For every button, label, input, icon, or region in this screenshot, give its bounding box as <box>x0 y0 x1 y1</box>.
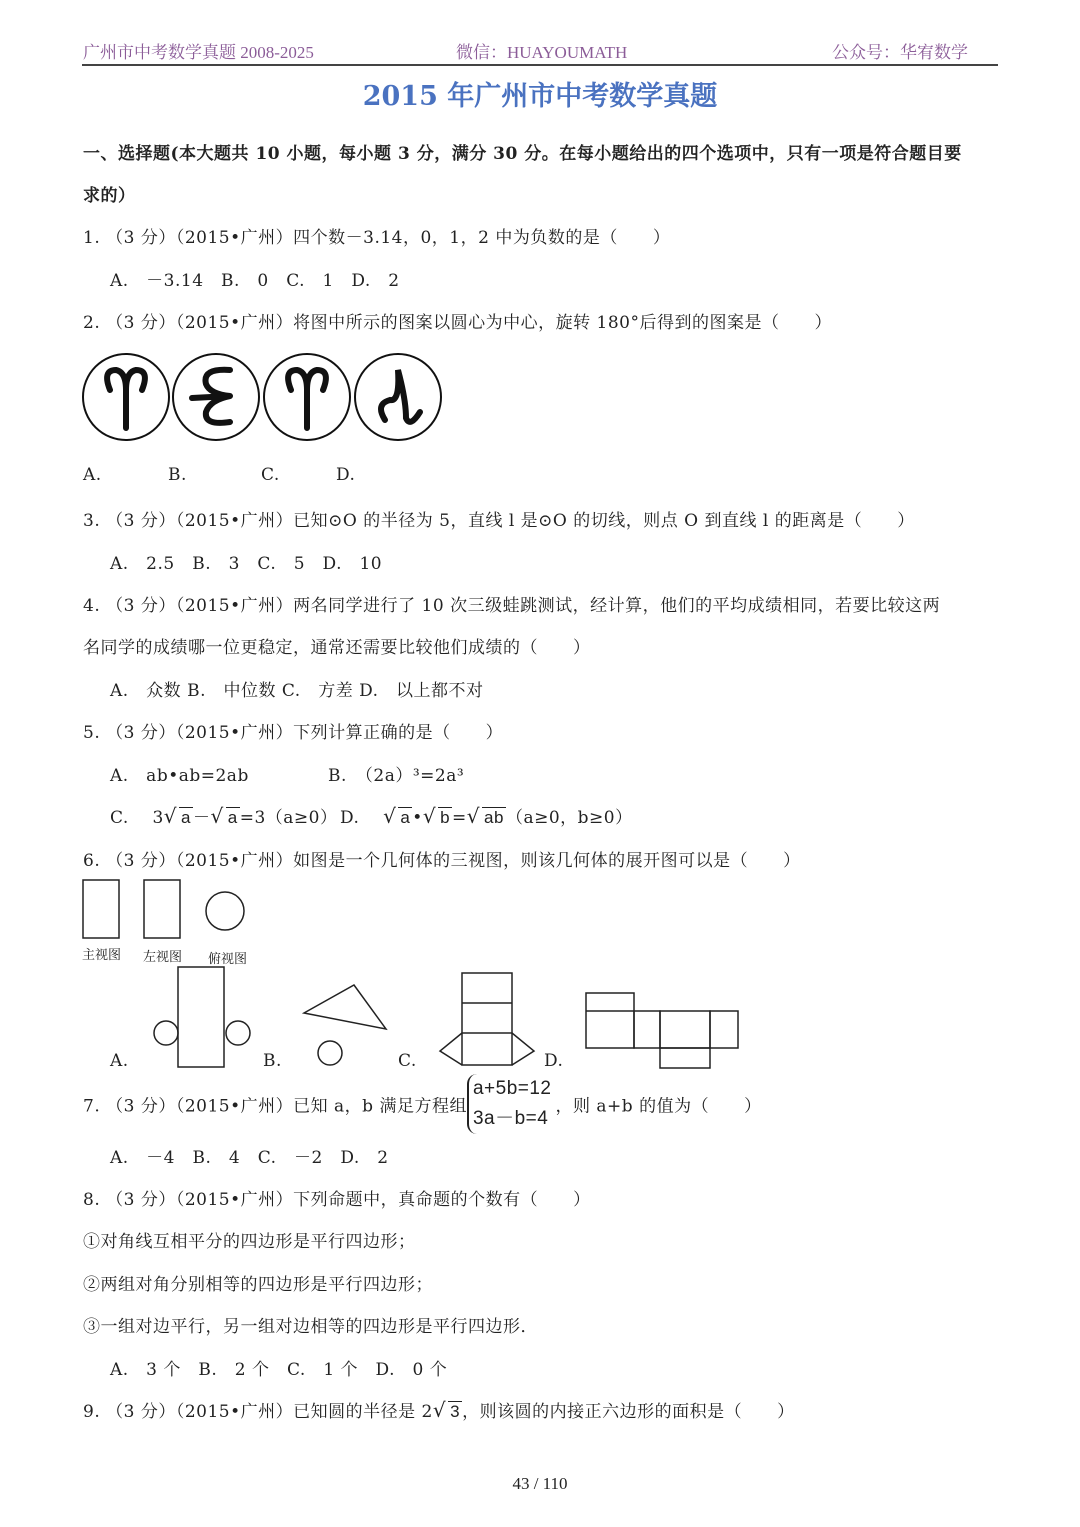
condition: （a≥0，b≥0） <box>505 808 633 828</box>
d-label: D. <box>340 808 360 828</box>
q6-stem: 6. （3 分）（2015•广州）如图是一个几何体的三视图，则该几何体的展开图可以是（ ） <box>83 851 801 871</box>
q5-option-b: B. （2a）³=2a³ <box>328 766 465 786</box>
q8-item-2: ②两组对角分别相等的四边形是平行四边形； <box>83 1275 433 1295</box>
equation-1: a+5b=12 <box>472 1078 552 1099</box>
sqrt-icon: √ <box>432 1398 447 1422</box>
rest: =3（a≥0） <box>239 808 338 828</box>
view-label-front: 主视图 <box>82 947 122 962</box>
dot: • <box>412 808 423 828</box>
q5-option-d <box>340 803 633 828</box>
q4-stem: 4. （3 分）（2015•广州）两名同学进行了 10 次三级蛙跳测试，经计算，他们的平均成绩相同，若要比较这两 <box>83 596 941 616</box>
q6-label-a: A. <box>110 1051 129 1071</box>
sqrt-icon: √ <box>383 804 397 828</box>
header-left: 广州市中考数学真题 2008-2025 <box>83 43 314 62</box>
radicand: a <box>227 808 238 827</box>
q8-stem: 8. （3 分）（2015•广州）下列命题中，真命题的个数有（ ） <box>83 1190 591 1210</box>
sqrt-icon: √ <box>466 804 481 828</box>
q6-label-b: B. <box>263 1051 282 1071</box>
sqrt-icon: √ <box>210 804 224 828</box>
q3-options: A. 2.5 B. 3 C. 5 D. 10 <box>110 554 383 574</box>
q2-stem: 2. （3 分）（2015•广州）将图中所示的图案以圆心为中心，旋转 180°后得到的图案是（ ） <box>83 313 832 333</box>
q2-label-c: C. <box>261 465 280 485</box>
q8-item-1: ①对角线互相平分的四边形是平行四边形； <box>83 1232 416 1252</box>
coef: 3 <box>152 808 164 828</box>
radicand: 3 <box>450 1402 461 1421</box>
q6-nets-figure <box>140 965 750 1075</box>
header-rule <box>82 64 998 66</box>
q5-option-c <box>110 803 337 828</box>
header-center: 微信：HUAYOUMATH <box>456 43 628 62</box>
q4-stem-cont: 名同学的成绩哪一位更稳定，通常还需要比较他们成绩的（ ） <box>83 638 591 658</box>
q7-stem-post: ，则 a+b 的值为（ ） <box>555 1096 762 1117</box>
q9-stem <box>83 1397 795 1422</box>
q2-label-a: A. <box>83 465 102 485</box>
view-label-left: 左视图 <box>143 949 183 964</box>
section-heading-cont: 求的） <box>83 186 136 206</box>
q2-figures <box>80 350 446 444</box>
q2-label-b: B. <box>168 465 187 485</box>
q7-options: A. －4 B. 4 C. －2 D. 2 <box>110 1148 389 1168</box>
q6-label-c: C. <box>398 1051 417 1071</box>
radicand: a <box>181 808 191 827</box>
q2-label-d: D. <box>336 465 356 485</box>
view-label-top: 俯视图 <box>208 951 248 966</box>
minus: － <box>192 808 211 828</box>
page-number: 43 / 110 <box>512 1474 568 1493</box>
equals: = <box>452 808 467 828</box>
radicand: b <box>440 808 451 827</box>
three-views-figure <box>80 876 260 946</box>
page-title: 2015 年广州市中考数学真题 <box>362 81 718 112</box>
section-heading: 一、选择题(本大题共 10 小题，每小题 3 分，满分 30 分。在每小题给出的四个选项中，只有一项是符合题目要 <box>83 144 962 164</box>
q9-stem-post: ，则该圆的内接正六边形的面积是（ ） <box>462 1402 795 1422</box>
c-label: C. <box>110 808 129 828</box>
q5-stem: 5. （3 分）（2015•广州）下列计算正确的是（ ） <box>83 723 504 743</box>
q6-label-d: D. <box>544 1051 564 1071</box>
q1-stem: 1. （3 分）（2015•广州）四个数－3.14，0，1，2 中为负数的是（ ） <box>83 228 671 248</box>
sqrt-icon: √ <box>163 804 178 828</box>
q5-option-a: A. ab•ab=2ab <box>110 766 249 786</box>
q8-item-3: ③一组对边平行，另一组对边相等的四边形是平行四边形． <box>83 1317 538 1337</box>
header-right: 公众号：华宥数学 <box>832 43 968 62</box>
equation-2: 3a－b=4 <box>472 1108 549 1129</box>
q1-options: A. －3.14 B. 0 C. 1 D. 2 <box>110 271 400 291</box>
q7-stem <box>83 1074 762 1134</box>
q9-stem-pre: 9. （3 分）（2015•广州）已知圆的半径是 2 <box>83 1402 433 1422</box>
radicand: a <box>400 808 411 827</box>
equation-system <box>467 1074 556 1134</box>
q3-stem: 3. （3 分）（2015•广州）已知⊙O 的半径为 5，直线 l 是⊙O 的切线，则点 O 到直线 l 的距离是（ ） <box>83 511 915 531</box>
q7-stem-pre: 7. （3 分）（2015•广州）已知 a，b 满足方程组 <box>83 1096 467 1117</box>
sqrt-icon: √ <box>422 804 437 828</box>
q4-options: A. 众数 B. 中位数 C. 方差 D. 以上都不对 <box>110 681 484 701</box>
radicand: ab <box>484 808 504 827</box>
q8-options: A. 3 个 B. 2 个 C. 1 个 D. 0 个 <box>110 1360 448 1380</box>
